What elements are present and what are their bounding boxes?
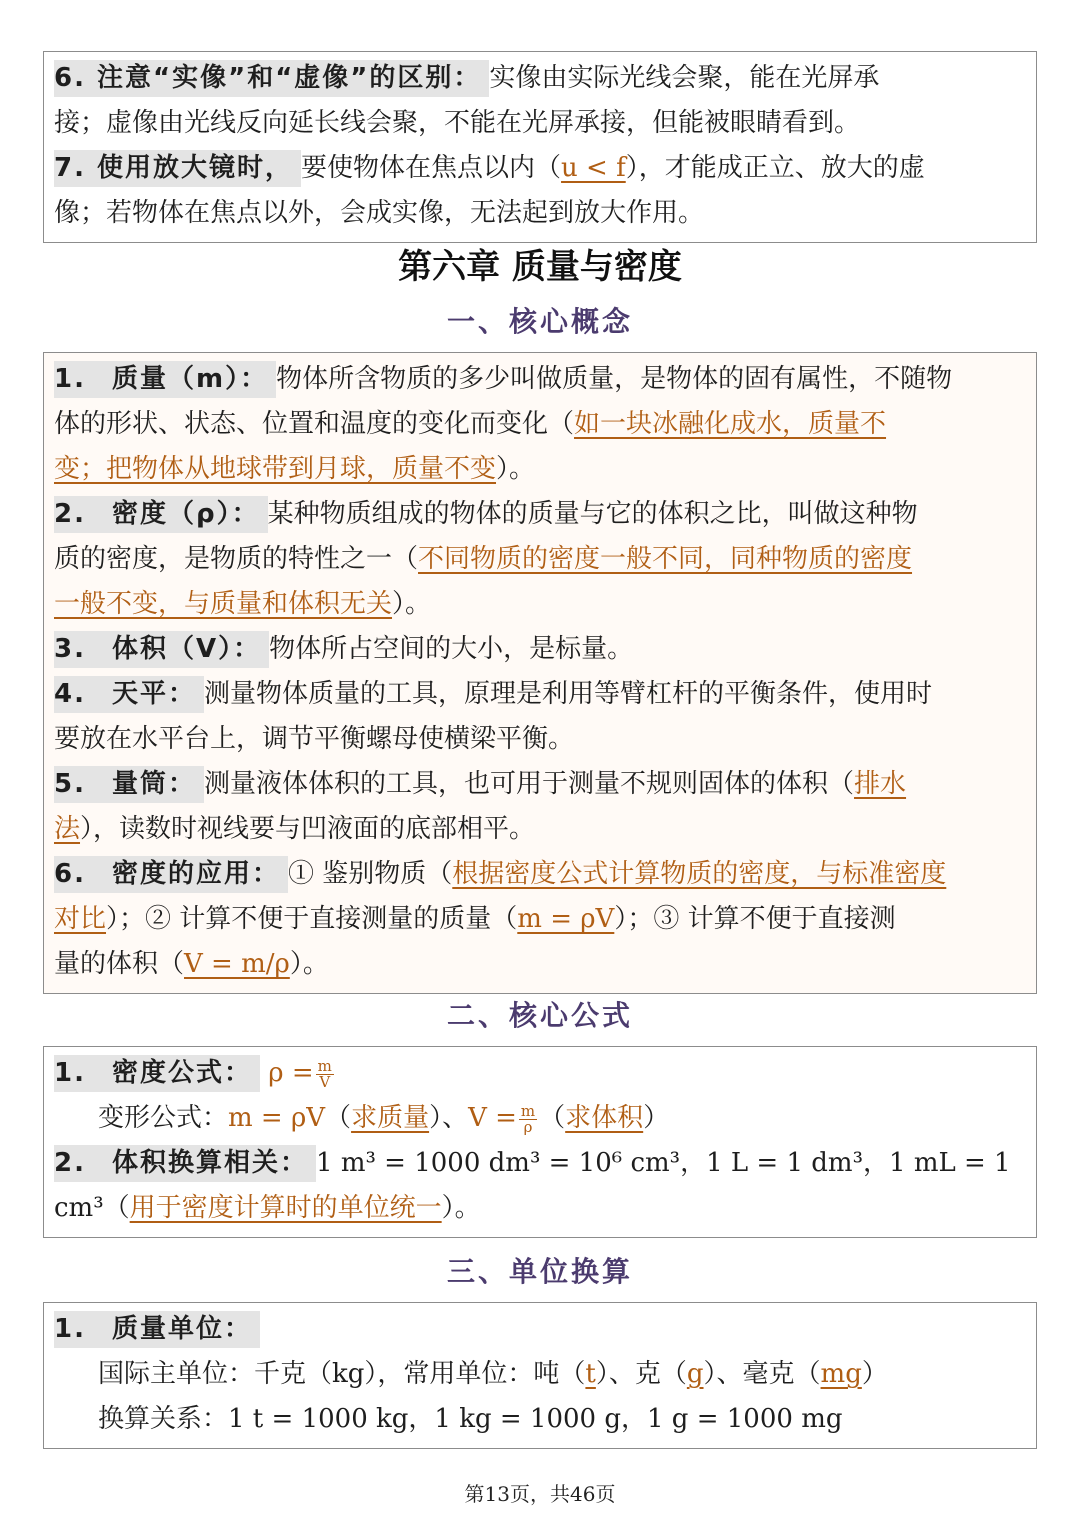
concept-4-label: 4. 天平： <box>54 676 204 713</box>
page-number: 第13页，共46页 <box>464 1482 616 1506</box>
section-3-title: 三、单位换算 <box>446 1255 633 1288</box>
item-6-line-2: 接；虚像由光线反向延长线会聚，不能在光屏承接，但能被眼睛看到。 <box>54 108 861 138</box>
item-6-line-1: 6. 注意“实像”和“虚像”的区别： 实像由实际光线会聚，能在光屏承 <box>54 56 1026 101</box>
formula-1-label: 1. 密度公式： <box>54 1055 260 1092</box>
concept-5-line-2: 法），读数时视线要与凹液面的底部相平。 <box>54 814 536 844</box>
formula-variants-line: 变形公式：m = ρV（求质量）、V = $\frac{m}{\rho}$ （求体积） <box>98 1101 670 1136</box>
core-formulas-box <box>43 1046 1037 1238</box>
concept-5-line-1: 5. 量筒： 测量液体体积的工具，也可用于测量不规则固体的体积（排水 <box>54 762 1026 807</box>
density-formula: ρ = $\frac{m}{V}$ <box>268 1056 332 1091</box>
concept-6-label: 6. 密度的应用： <box>54 856 288 893</box>
item-7-line-2: 像；若物体在焦点以外，会成实像，无法起到放大作用。 <box>54 198 705 228</box>
concept-6-line-3: 量的体积（V = m/ρ）。 <box>54 949 329 979</box>
concept-2-label: 2. 密度（ρ）： <box>54 496 268 533</box>
formula-2-line-2: cm³（用于密度计算时的单位统一）。 <box>54 1193 481 1223</box>
concept-6-line-1: 6. 密度的应用： ① 鉴别物质（根据密度公式计算物质的密度，与标准密度 <box>54 852 1026 897</box>
unit-conversion-line: 换算关系：1 t = 1000 kg，1 kg = 1000 g，1 g = 1000 mg <box>98 1404 843 1434</box>
concept-3-label: 3. 体积（V）： <box>54 631 269 668</box>
core-concepts-box <box>43 352 1037 994</box>
item-7-line-1: 7. 使用放大镜时， 要使物体在焦点以内（u < f），才能成正立、放大的虚 <box>54 146 1026 191</box>
item-7-label: 7. 使用放大镜时， <box>54 150 301 187</box>
item-6-label: 6. 注意“实像”和“虚像”的区别： <box>54 60 489 97</box>
concept-4-line-2: 要放在水平台上，调节平衡螺母使横梁平衡。 <box>54 724 575 754</box>
concept-5-label: 5. 量筒： <box>54 766 204 803</box>
formula-2-line-1: 2. 体积换算相关： 1 m³ = 1000 dm³ = 10⁶ cm³，1 L = 1 dm³，1 mL = 1 <box>54 1141 1026 1186</box>
unit-main-line: 国际主单位：千克（kg），常用单位：吨（t）、克（g）、毫克（mg） <box>98 1359 888 1389</box>
section-1-title: 一、核心概念 <box>446 305 633 338</box>
section-2-title: 二、核心公式 <box>446 999 633 1032</box>
optics-notes-box <box>43 51 1037 243</box>
unit-1-label: 1. 质量单位： <box>54 1311 260 1348</box>
formula-1-line <box>54 1051 1026 1096</box>
concept-1-label: 1. 质量（m）： <box>54 361 276 398</box>
concept-1-line-2: 体的形状、状态、位置和温度的变化而变化（如一块冰融化成水，质量不 <box>54 409 887 439</box>
concept-2-line-2: 质的密度，是物质的特性之一（不同物质的密度一般不同，同种物质的密度 <box>54 544 913 574</box>
unit-conversion-box <box>43 1302 1037 1449</box>
chapter-title: 第六章 质量与密度 <box>398 247 682 287</box>
unit-1-label-line <box>54 1307 1026 1352</box>
concept-2-line-3: 一般不变，与质量和体积无关）。 <box>54 589 432 619</box>
concept-1-line-3: 变；把物体从地球带到月球，质量不变）。 <box>54 454 536 484</box>
concept-3-line-1: 3. 体积（V）： 物体所占空间的大小，是标量。 <box>54 627 1026 672</box>
concept-2-line-1: 2. 密度（ρ）： 某种物质组成的物体的质量与它的体积之比，叫做这种物 <box>54 492 1026 537</box>
concept-1-line-1: 1. 质量（m）： 物体所含物质的多少叫做质量，是物体的固有属性，不随物 <box>54 357 1026 402</box>
concept-4-line-1: 4. 天平： 测量物体质量的工具，原理是利用等臂杠杆的平衡条件，使用时 <box>54 672 1026 717</box>
formula-2-label: 2. 体积换算相关： <box>54 1145 316 1182</box>
concept-6-line-2: 对比）；② 计算不便于直接测量的质量（m = ρV）；③ 计算不便于直接测 <box>54 904 896 934</box>
